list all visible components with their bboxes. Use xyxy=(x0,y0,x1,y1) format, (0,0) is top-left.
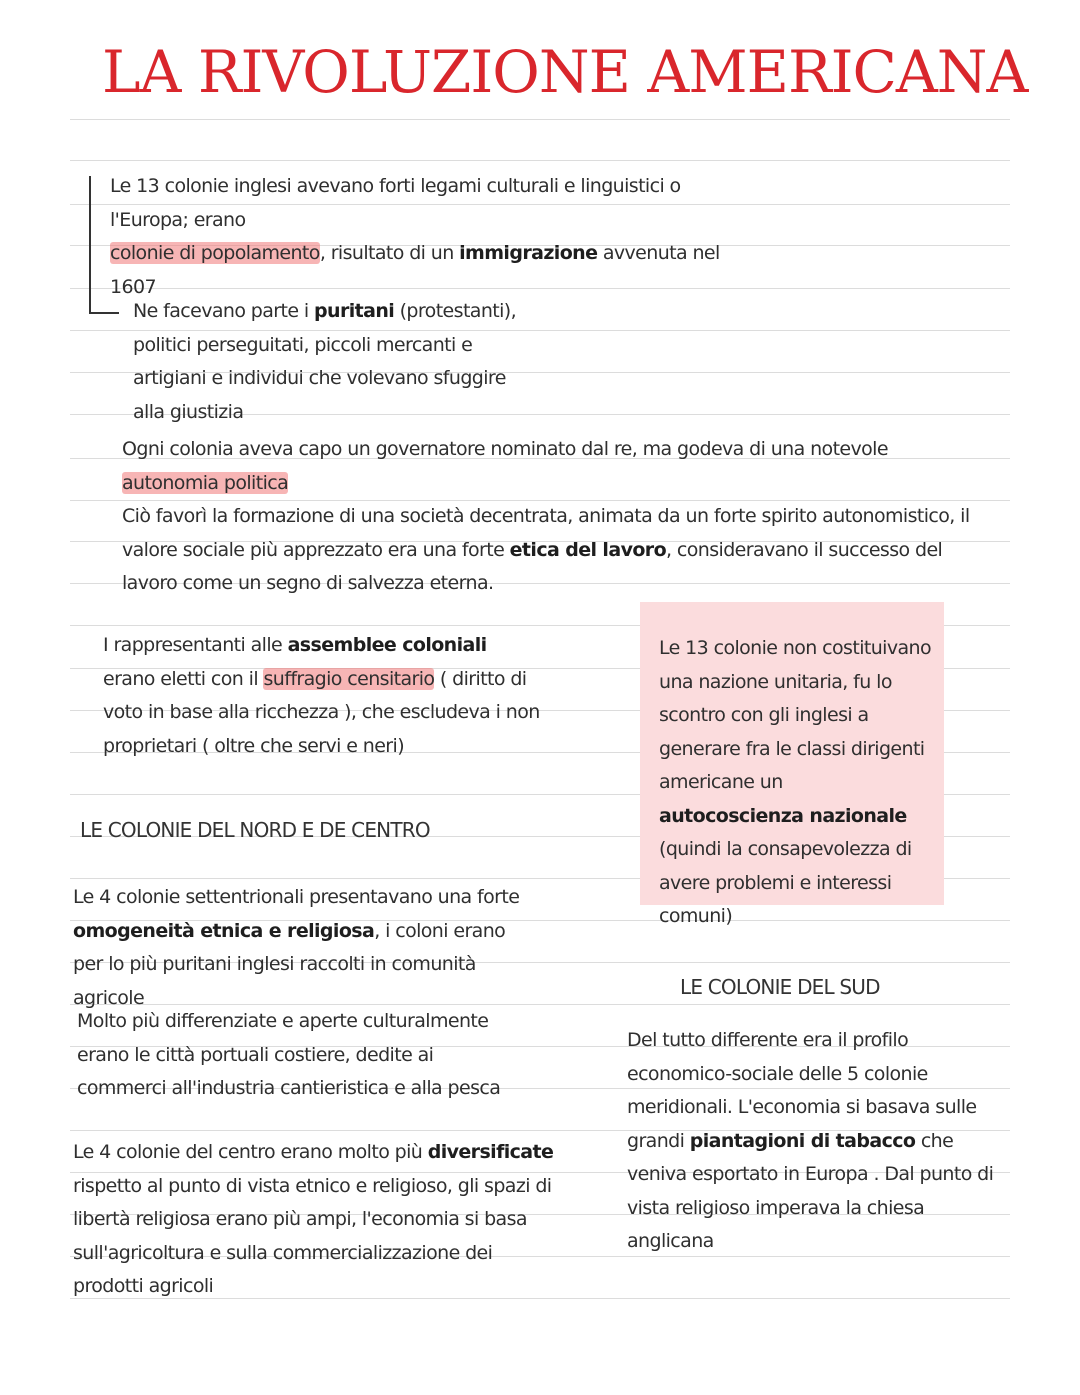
puritans-post: (protestanti), politici perseguitati, piccoli mercanti e artigiani e individui che volevano sfuggire alla giustizia xyxy=(133,300,517,423)
bold-etica-lavoro: etica del lavoro xyxy=(509,538,667,561)
assemblies-paragraph xyxy=(103,629,543,763)
intro-mid: , risultato di un xyxy=(319,242,460,264)
ruled-line xyxy=(70,160,1010,161)
assemblies-pre: I rappresentanti alle xyxy=(103,634,288,656)
governance-line1: Ogni colonia aveva capo un governatore nominato dal re, ma godeva di una notevole xyxy=(122,438,888,460)
governance-paragraph xyxy=(122,433,972,601)
puritans-paragraph xyxy=(133,295,528,429)
bold-piantagioni-tabacco: piantagioni di tabacco xyxy=(689,1129,916,1152)
assemblies-post: ( diritto di voto in base alla ricchezza ), che escludeva i non proprietari ( oltre che servi e neri) xyxy=(103,667,540,757)
south-paragraph xyxy=(627,1024,1012,1259)
north-post: , i coloni erano per lo più puritani inglesi raccolti in comunità agricole xyxy=(73,919,506,1009)
center-paragraph xyxy=(73,1136,563,1304)
assemblies-mid: erano eletti con il xyxy=(103,667,264,690)
north-paragraph xyxy=(73,881,538,1015)
south-pre: Del tutto differente era il profilo economico-sociale delle 5 colonie meridionali. L'economia si basava sulle grandi xyxy=(627,1029,977,1152)
bold-autocoscienza-nazionale: autocoscienza nazionale xyxy=(659,804,907,827)
highlight-autonomia-politica: autonomia politica xyxy=(122,471,289,494)
intro-paragraph xyxy=(110,170,760,304)
page-title: LA RIVOLUZIONE AMERICANA xyxy=(102,38,1028,106)
section-heading-north-center: LE COLONIE DEL NORD E DE CENTRO xyxy=(80,818,430,842)
highlight-suffragio-censitario: suffragio censitario xyxy=(263,667,435,690)
bold-omogeneita: omogeneità etnica e religiosa xyxy=(73,919,375,942)
north-pre: Le 4 colonie settentrionali presentavano una forte xyxy=(73,886,520,908)
box-post: (quindi la consapevolezza di avere problemi e interessi comuni) xyxy=(659,838,912,927)
ports-paragraph: Molto più differenziate e aperte culturalmente erano le città portuali costiere, dedite ai commerci all'industria cantieristica e alla pesca xyxy=(77,1010,501,1099)
section-heading-south: LE COLONIE DEL SUD xyxy=(680,975,880,999)
box-pre: Le 13 colonie non costituivano una nazione unitaria, fu lo scontro con gli inglesi a generare fra le classi dirigenti americane un xyxy=(659,637,931,793)
highlight-colonie-popolamento: colonie di popolamento xyxy=(110,242,320,264)
bold-immigrazione: immigrazione xyxy=(459,242,598,264)
bracket-connector-arm xyxy=(89,312,119,314)
national-awareness-text xyxy=(659,632,939,934)
governance-rest-pre: Ciò favorì la formazione di una società decentrata, animata da un forte spirito autonomistico, il valore sociale più apprezzato era una forte xyxy=(122,505,970,561)
puritans-pre: Ne facevano parte i xyxy=(133,300,315,322)
ruled-line xyxy=(70,119,1010,120)
south-post: che veniva esportato in Europa . Dal punto di vista religioso imperava la chiesa anglicana xyxy=(627,1129,994,1252)
intro-line1: Le 13 colonie inglesi avevano forti legami culturali e linguistici o l'Europa; erano xyxy=(110,175,681,231)
bold-puritani: puritani xyxy=(314,300,395,322)
bold-assemblee-coloniali: assemblee coloniali xyxy=(287,634,487,656)
center-pre: Le 4 colonie del centro erano molto più xyxy=(73,1141,428,1163)
center-post: rispetto al punto di vista etnico e religioso, gli spazi di libertà religiosa erano più ampi, l'economia si basa sull'agricoltura e sulla commercializzazione dei prodotti agricoli xyxy=(73,1174,552,1297)
governance-rest-post: , consideravano il successo del lavoro come un segno di salvezza eterna. xyxy=(122,538,943,594)
intro-end: avvenuta nel 1607 xyxy=(110,242,720,298)
bold-diversificate: diversificate xyxy=(427,1141,554,1163)
bracket-connector xyxy=(89,176,91,314)
